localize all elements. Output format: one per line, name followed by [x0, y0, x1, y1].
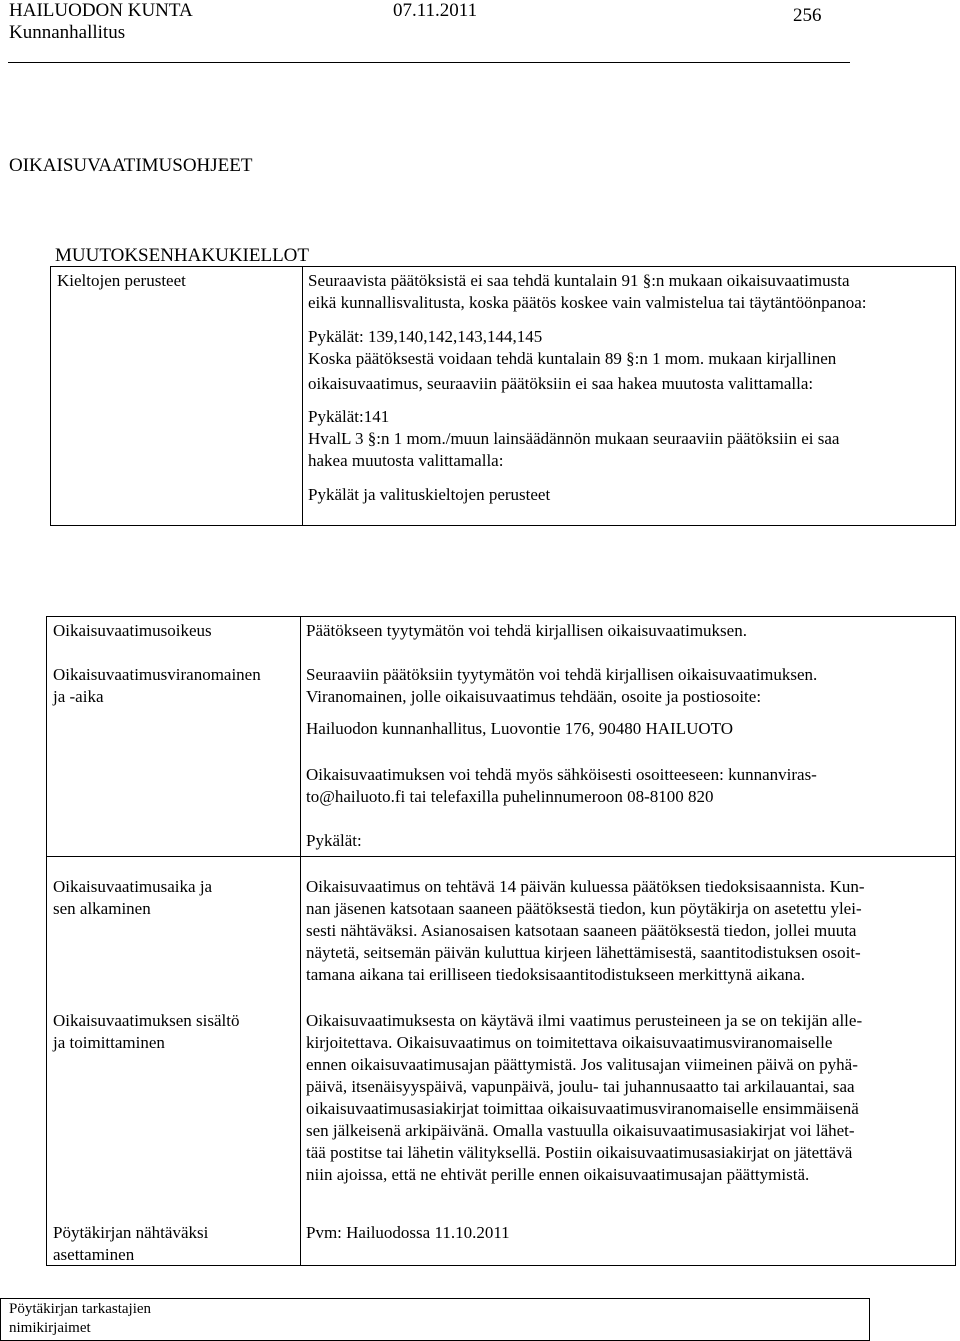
header-rule — [8, 62, 850, 63]
electronic-submission-line: to@hailuoto.fi tai telefaxilla puhelinnumeroon 08-8100 820 — [306, 787, 714, 806]
appeal-right-text: Päätökseen tyytymätön voi tehdä kirjallisen oikaisuvaatimuksen. — [306, 621, 747, 640]
authority-sections: Pykälät: — [306, 831, 362, 850]
inspectors-initials-label: nimikirjaimet — [9, 1320, 91, 1336]
posting-date: Pvm: Hailuodossa 11.10.2011 — [306, 1223, 510, 1242]
hvall-line: HvalL 3 §:n 1 mom./muun lainsäädännön mukaan seuraaviin päätöksiin ei saa — [308, 429, 840, 448]
content-label: Oikaisuvaatimuksen sisältö — [53, 1011, 240, 1030]
content-line: päivä, itsenäisyyspäivä, vapunpäivä, joulu- tai juhannusaatto tai arkilauantai, saa — [306, 1077, 855, 1096]
period-line: näytetä, seitsemän päivän kuluttua kirjeen lähettämisestä, saantitodistuksen osoit- — [306, 943, 861, 962]
content-line: niin ajoissa, että ne ehtivät perille ennen oikaisuvaatimusajan päättymistä. — [306, 1165, 810, 1184]
koska-line: oikaisuvaatimus, seuraaviin päätöksiin ei saa hakea muutosta valittamalla: — [308, 374, 814, 393]
prohibitions-line: Seuraavista päätöksistä ei saa tehdä kuntalain 91 §:n mukaan oikaisuvaatimusta — [308, 271, 850, 290]
content-line: kirjoitettava. Oikaisuvaatimus on toimitettava oikaisuvaatimusviranomaiselle — [306, 1033, 833, 1052]
page-number: 256 — [793, 5, 822, 26]
municipality-name: HAILUODON KUNTA — [9, 0, 193, 21]
sections-list-3: Pykälät ja valituskieltojen perusteet — [308, 485, 551, 504]
authority-line: Seuraaviin päätöksiin tyytymätön voi tehdä kirjallisen oikaisuvaatimuksen. — [306, 665, 818, 684]
body-name: Kunnanhallitus — [9, 22, 126, 43]
authority-line: Viranomainen, jolle oikaisuvaatimus tehdään, osoite ja postiosoite: — [306, 687, 762, 706]
authority-address: Hailuodon kunnanhallitus, Luovontie 176, 90480 HAILUOTO — [306, 719, 734, 738]
page-title: OIKAISUVAATIMUSOHJEET — [9, 155, 253, 176]
content-line: oikaisuvaatimusasiakirjat toimittaa oikaisuvaatimusviranomaiselle ensimmäisenä — [306, 1099, 859, 1118]
period-line: sesti nähtäväksi. Asianosaisen katsotaan saaneen päätöksestä tiedon, jollei muuta — [306, 921, 857, 940]
content-line: ennen oikaisuvaatimusajan päättymistä. Jos valitusajan viimeinen päivä on pyhä- — [306, 1055, 858, 1074]
prohibitions-label: Kieltojen perusteet — [57, 271, 186, 290]
authority-label: Oikaisuvaatimusviranomainen — [53, 665, 261, 684]
electronic-submission-line: Oikaisuvaatimuksen voi tehdä myös sähköisesti osoitteeseen: kunnanviras- — [306, 765, 817, 784]
row-separator — [46, 856, 956, 857]
period-label: Oikaisuvaatimusaika ja — [53, 877, 213, 896]
koska-line: Koska päätöksestä voidaan tehdä kuntalain 89 §:n 1 mom. mukaan kirjallinen — [308, 349, 837, 368]
posting-label: Pöytäkirjan nähtäväksi — [53, 1223, 209, 1242]
period-line: tamana aikana tai erilliseen tiedoksisaantitodistukseen merkittynä aikana. — [306, 965, 805, 984]
hvall-line: hakea muutosta valittamalla: — [308, 451, 504, 470]
prohibitions-heading: MUUTOKSENHAKUKIELLOT — [55, 245, 310, 266]
prohibitions-divider — [302, 266, 303, 526]
content-label: ja toimittaminen — [53, 1033, 165, 1052]
period-line: nan jäsenen katsotaan saaneen päätöksestä tiedon, kun pöytäkirja on asetettu ylei- — [306, 899, 862, 918]
appeal-divider — [300, 616, 301, 1266]
sections-list-1: Pykälät: 139,140,142,143,144,145 — [308, 327, 543, 346]
posting-label: asettaminen — [53, 1245, 135, 1264]
period-label: sen alkaminen — [53, 899, 151, 918]
content-line: Oikaisuvaatimuksesta on käytävä ilmi vaatimus perusteineen ja se on tekijän alle- — [306, 1011, 863, 1030]
prohibitions-line: eikä kunnallisvalitusta, koska päätös koskee vain valmistelua tai täytäntöönpanoa: — [308, 293, 867, 312]
authority-label: ja -aika — [53, 687, 104, 706]
period-line: Oikaisuvaatimus on tehtävä 14 päivän kuluessa päätöksen tiedoksisaannista. Kun- — [306, 877, 865, 896]
content-line: sen jälkeisenä arkipäivänä. Omalla vastuulla oikaisuvaatimusasiakirjat voi lähet- — [306, 1121, 855, 1140]
inspectors-initials-label: Pöytäkirjan tarkastajien — [9, 1301, 152, 1317]
sections-list-2: Pykälät:141 — [308, 407, 390, 426]
document-date: 07.11.2011 — [393, 0, 478, 21]
appeal-right-label: Oikaisuvaatimusoikeus — [53, 621, 212, 640]
content-line: tää postitse tai lähetin välityksellä. Postiin oikaisuvaatimusasiakirjat on jätettävä — [306, 1143, 853, 1162]
